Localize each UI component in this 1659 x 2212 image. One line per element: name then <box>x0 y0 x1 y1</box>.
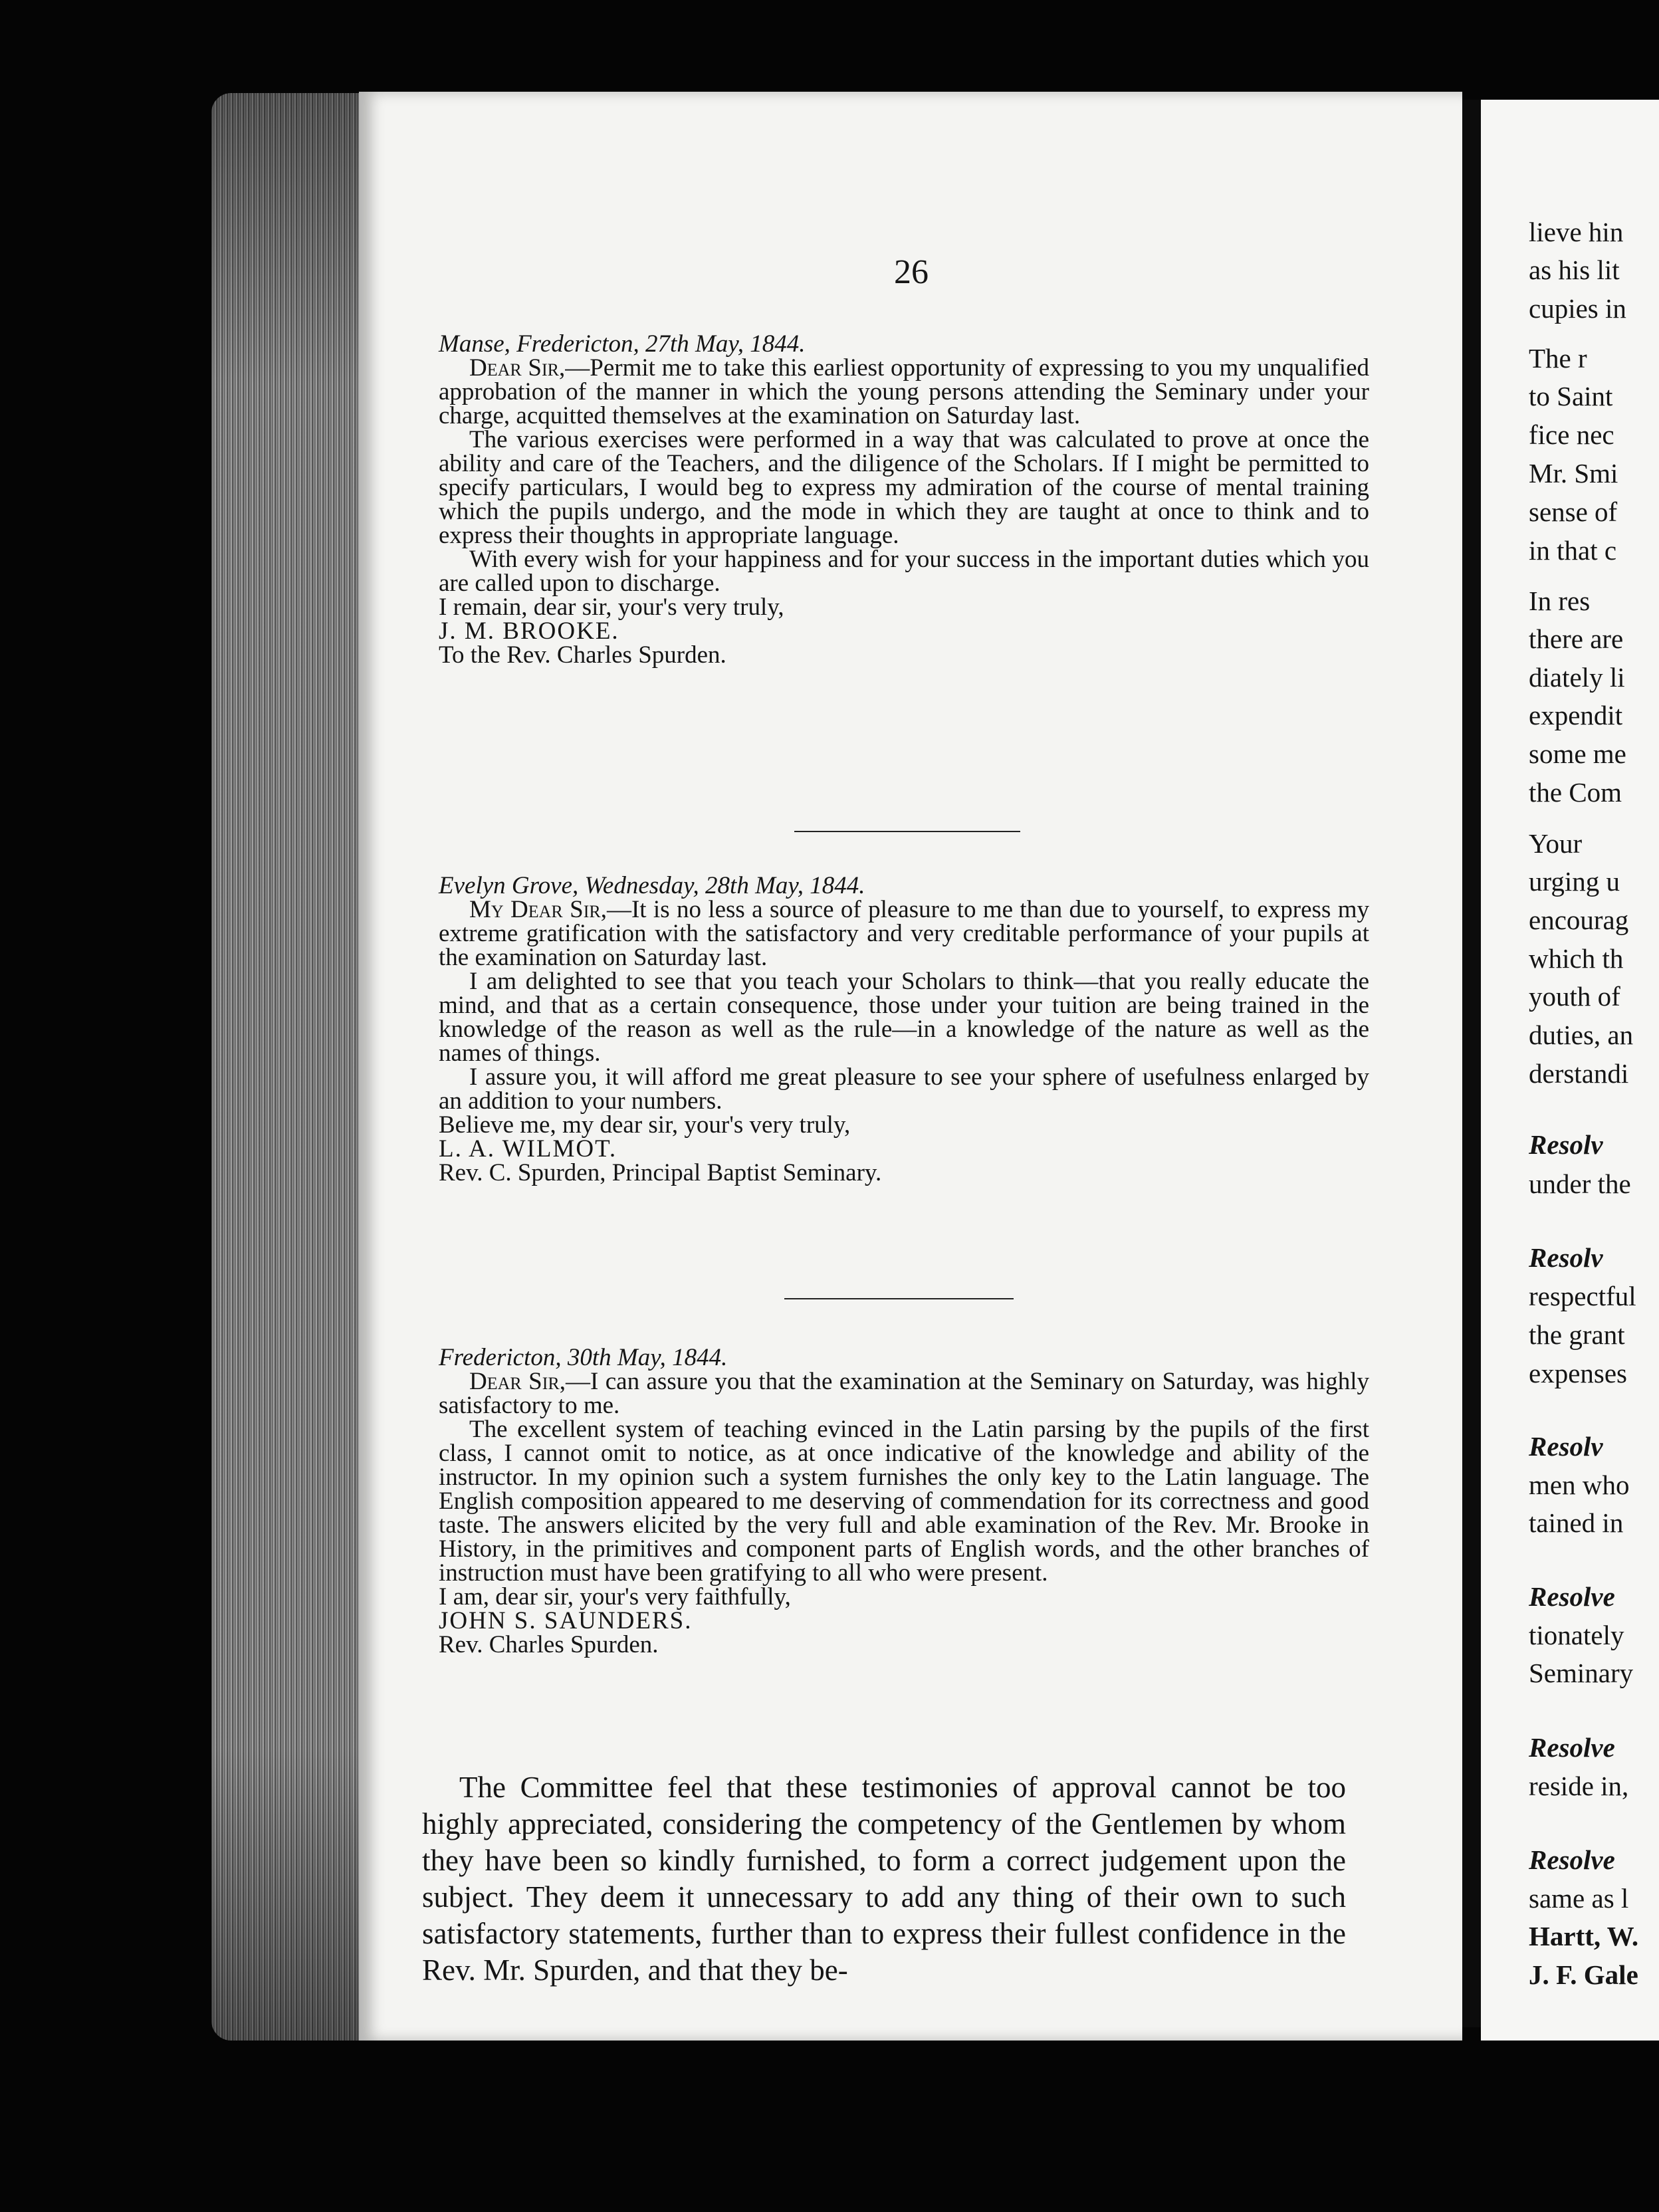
letter-saunders <box>439 1346 1369 1657</box>
right-page-fragment: fice nec <box>1529 419 1614 450</box>
right-page-fragment: Your <box>1529 828 1583 859</box>
right-page-fragment: the Com <box>1529 777 1622 808</box>
right-page-fragment: men who <box>1529 1470 1630 1500</box>
letter-dateline: Evelyn Grove, Wednesday, 28th May, 1844. <box>439 872 865 899</box>
right-page-fragment: there are <box>1529 623 1624 654</box>
right-page-fragment: encourag <box>1529 905 1629 935</box>
right-page-fragment: Seminary <box>1529 1658 1634 1688</box>
right-page-fragment: expenses <box>1529 1358 1628 1388</box>
letter-salutation: Dear Sir, <box>469 1368 566 1395</box>
right-page-fragment: Resolv <box>1529 1431 1603 1462</box>
letter-paragraph: The various exercises were performed in a way that was calculated to prove at once the ability and care of the Teachers, and the diligence of the Scholars. If I might be permitted to specify particulars, I would beg to express my admiration of the course of mental training which the pupils undergo, and the mode in which they are taught at once to think and to express their thoughts in appropriate language. <box>439 426 1369 549</box>
right-page-fragment: Resolve <box>1529 1581 1615 1612</box>
right-page-fragment: Hartt, W. <box>1529 1921 1639 1951</box>
right-page-fragment: which th <box>1529 943 1624 974</box>
right-page-fragment: diately li <box>1529 662 1625 693</box>
letter-paragraph: I am delighted to see that you teach your Scholars to think—that you really educate the mind, and that as a certain consequence, those under your tuition are being trained in the knowledge of the reason as well as the rule—in a knowledge of the nature as well as the names of things. <box>439 968 1369 1067</box>
right-page-fragment: respectful <box>1529 1281 1636 1311</box>
letter-signature: JOHN S. SAUNDERS. <box>439 1607 693 1634</box>
right-page-fragment: The r <box>1529 343 1587 374</box>
letter-dateline: Fredericton, 30th May, 1844. <box>439 1344 728 1371</box>
letter-closing: Believe me, my dear sir, your's very truly, <box>439 1111 851 1139</box>
letter-text: —It is no less a source of pleasure to me than due to yourself, to express my extreme gratification with the satisfactory and very creditable performance of your pupils at the examination on Saturday last. <box>439 896 1369 971</box>
letter-addressee: To the Rev. Charles Spurden. <box>439 641 726 669</box>
letter-text: —Permit me to take this earliest opportunity of expressing to you my unqualified approbation of the manner in which the young persons attending the Seminary under your charge, acquitted themselves at the examination on Saturday last. <box>439 354 1369 429</box>
right-page-fragment: expendit <box>1529 700 1623 730</box>
right-page-fragment: In res <box>1529 586 1591 616</box>
right-page-fragment: sense of <box>1529 497 1618 527</box>
committee-text: The Committee feel that these testimonies of approval cannot be too highly appreciated, considering the competency of the Gentlemen by whom they have been so kindly furnished, to form a correct judgement upon the subject. They deem it unnecessary to add any thing of their own to such satisfactory statements, further than to express their fullest confidence in the Rev. Mr. Spurden, and that they be- <box>422 1771 1346 1987</box>
right-page-fragment: to Saint <box>1529 381 1613 411</box>
section-divider <box>794 831 1020 832</box>
letter-closing: I remain, dear sir, your's very truly, <box>439 594 784 621</box>
right-page-fragment: reside in, <box>1529 1771 1629 1801</box>
right-page-fragment: cupies in <box>1529 293 1626 324</box>
right-page-fragment: Resolv <box>1529 1242 1603 1273</box>
letter-paragraph: With every wish for your happiness and for your success in the important duties which you are called upon to discharge. <box>439 546 1369 597</box>
right-page-fragment: some me <box>1529 738 1626 769</box>
section-divider <box>784 1298 1014 1299</box>
right-page-fragment: Resolve <box>1529 1844 1615 1875</box>
page-edge-shadow <box>211 93 359 2041</box>
right-page-fragment: in that c <box>1529 535 1617 566</box>
right-page-fragment: urging u <box>1529 866 1620 897</box>
right-page-fragment: under the <box>1529 1168 1631 1199</box>
letter-addressee: Rev. Charles Spurden. <box>439 1631 659 1658</box>
letter-salutation: Dear Sir, <box>469 354 566 382</box>
letter-paragraph <box>439 1370 1369 1418</box>
letter-dateline: Manse, Fredericton, 27th May, 1844. <box>439 330 806 358</box>
right-page-fragment: as his lit <box>1529 255 1620 285</box>
right-page-fragment: tained in <box>1529 1507 1624 1538</box>
right-page-fragment: derstandi <box>1529 1058 1629 1089</box>
letter-brooke <box>439 332 1369 667</box>
letter-paragraph: The excellent system of teaching evinced in the Latin parsing by the pupils of the first class, I cannot omit to notice, as at once indicative of the knowledge and ability of the instructor. In my opinion such a system furnishes the only key to the Latin language. The English composition appeared to me deserving of commendation for its correctness and good taste. The answers elicited by the very full and able examination of the Rev. Mr. Brooke in History, in the primitives and component parts of English words, and the other branches of instruction must have been gratifying to all who were present. <box>439 1416 1369 1587</box>
letter-paragraph <box>439 356 1369 428</box>
right-page-fragment: same as l <box>1529 1883 1629 1914</box>
letter-paragraph: I assure you, it will afford me great pleasure to see your sphere of usefulness enlarged by an addition to your numbers. <box>439 1063 1369 1115</box>
right-page-fragment: youth of <box>1529 981 1620 1012</box>
right-page-fragment: Mr. Smi <box>1529 458 1618 489</box>
letter-signature: L. A. WILMOT. <box>439 1135 617 1162</box>
right-page-fragment: lieve hin <box>1529 217 1624 247</box>
right-page-fragment: Resolv <box>1529 1129 1603 1160</box>
letter-wilmot <box>439 874 1369 1185</box>
committee-paragraph <box>422 1769 1346 1989</box>
right-page-fragment: duties, an <box>1529 1020 1634 1050</box>
right-page-fragment: the grant <box>1529 1319 1625 1350</box>
right-page <box>1481 100 1659 2041</box>
letter-closing: I am, dear sir, your's very faithfully, <box>439 1583 791 1610</box>
book-gutter <box>1462 100 1481 2027</box>
right-page-fragment: Resolve <box>1529 1732 1615 1763</box>
page-number: 26 <box>894 253 929 291</box>
letter-addressee: Rev. C. Spurden, Principal Baptist Seminary. <box>439 1159 882 1186</box>
letter-paragraph <box>439 898 1369 970</box>
letter-text: —I can assure you that the examination at the Seminary on Saturday, was highly satisfactory to me. <box>439 1368 1369 1419</box>
right-page-fragment: J. F. Gale <box>1529 1959 1638 1990</box>
letter-signature: J. M. BROOKE. <box>439 617 619 645</box>
right-page-fragment: tionately <box>1529 1620 1624 1650</box>
letter-salutation: My Dear Sir, <box>469 896 607 923</box>
